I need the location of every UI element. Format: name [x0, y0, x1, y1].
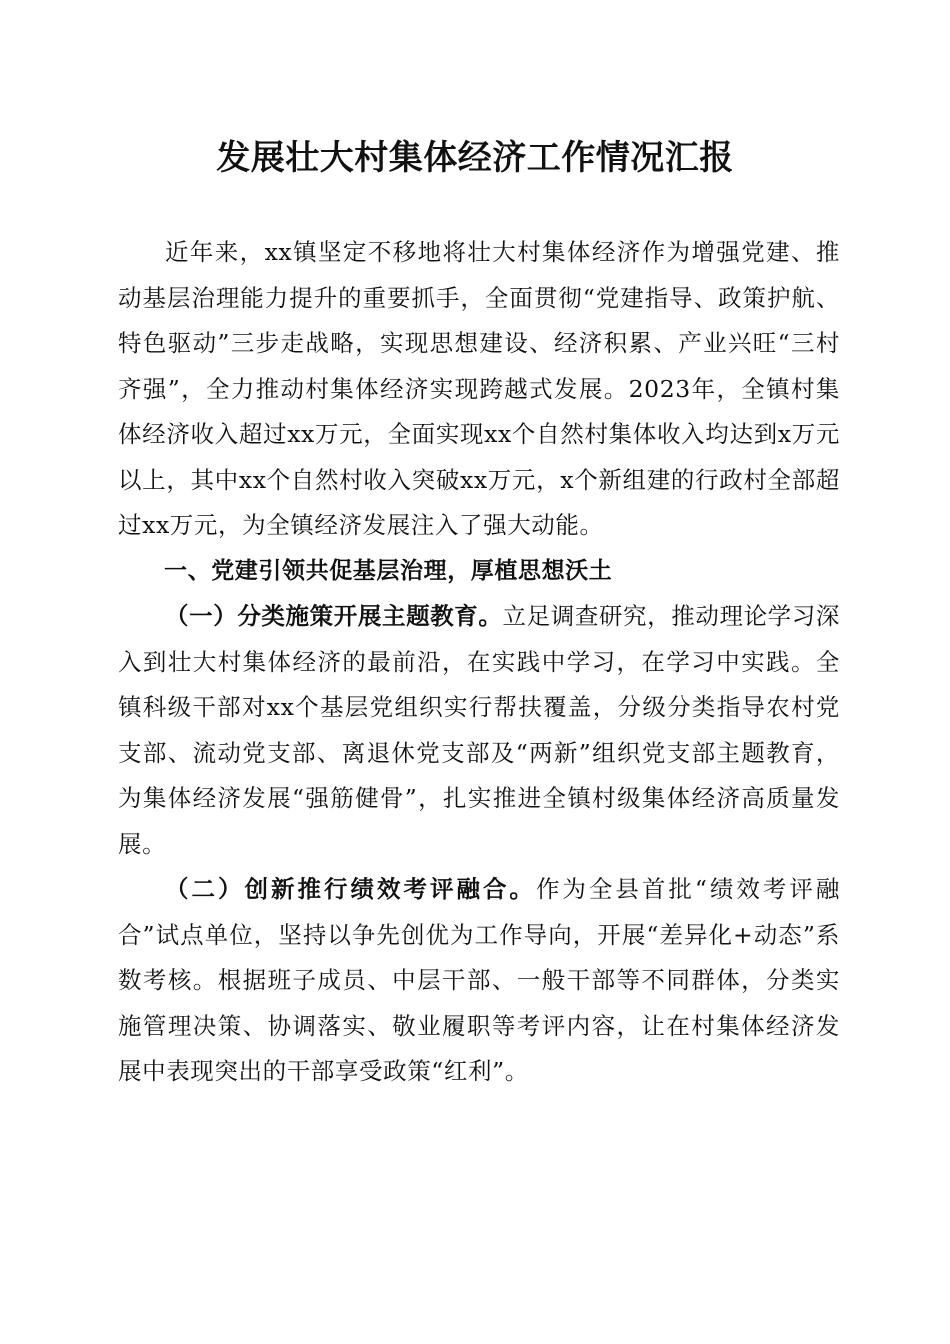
section-item-heading: （一）分类施策开展主题教育。 [165, 602, 503, 630]
section-item-text: 立足调查研究，推动理论学习深入到壮大村集体经济的最前沿，在实践中学习，在学习中实践。全镇科级干部对xx个基层党组织实行帮扶覆盖，分级分类指导农村党支部、流动党支部、离退休党支部及“两新”组织党支部主题教育，为集体经济发展“强筋健骨”，扎实推进全镇村级集体经济高质量发展。 [118, 602, 840, 858]
section-item-text: 作为全县首批“绩效考评融合”试点单位，坚持以争先创优为工作导向，开展“差异化+动态”系数考核。根据班子成员、中层干部、一般干部等不同群体，分类实施管理决策、协调落实、敬业履职等考评内容，让在村集体经济发展中表现突出的干部享受政策“红利”。 [118, 875, 840, 1085]
document-title: 发展壮大村集体经济工作情况汇报 [216, 138, 734, 178]
section-item-heading: （二）创新推行绩效考评融合。 [165, 875, 536, 903]
section-heading-1: 一、党建引领共促基层治理，厚植思想沃土 [164, 557, 613, 584]
document-body [118, 230, 840, 1095]
section-item-paragraph [118, 867, 840, 1095]
intro-paragraph: 近年来，xx镇坚定不移地将壮大村集体经济作为增强党建、推动基层治理能力提升的重要抓手，全面贯彻“党建指导、政策护航、特色驱动”三步走战略，实现思想建设、经济积累、产业兴旺“三村齐强”，全力推动村集体经济实现跨越式发展。2023年，全镇村集体经济收入超过xx万元，全面实现xx个自然村集体收入均达到x万元以上，其中xx个自然村收入突破xx万元，x个新组建的行政村全部超过xx万元，为全镇经济发展注入了强大动能。 [118, 238, 840, 539]
section-item-paragraph [118, 594, 840, 867]
